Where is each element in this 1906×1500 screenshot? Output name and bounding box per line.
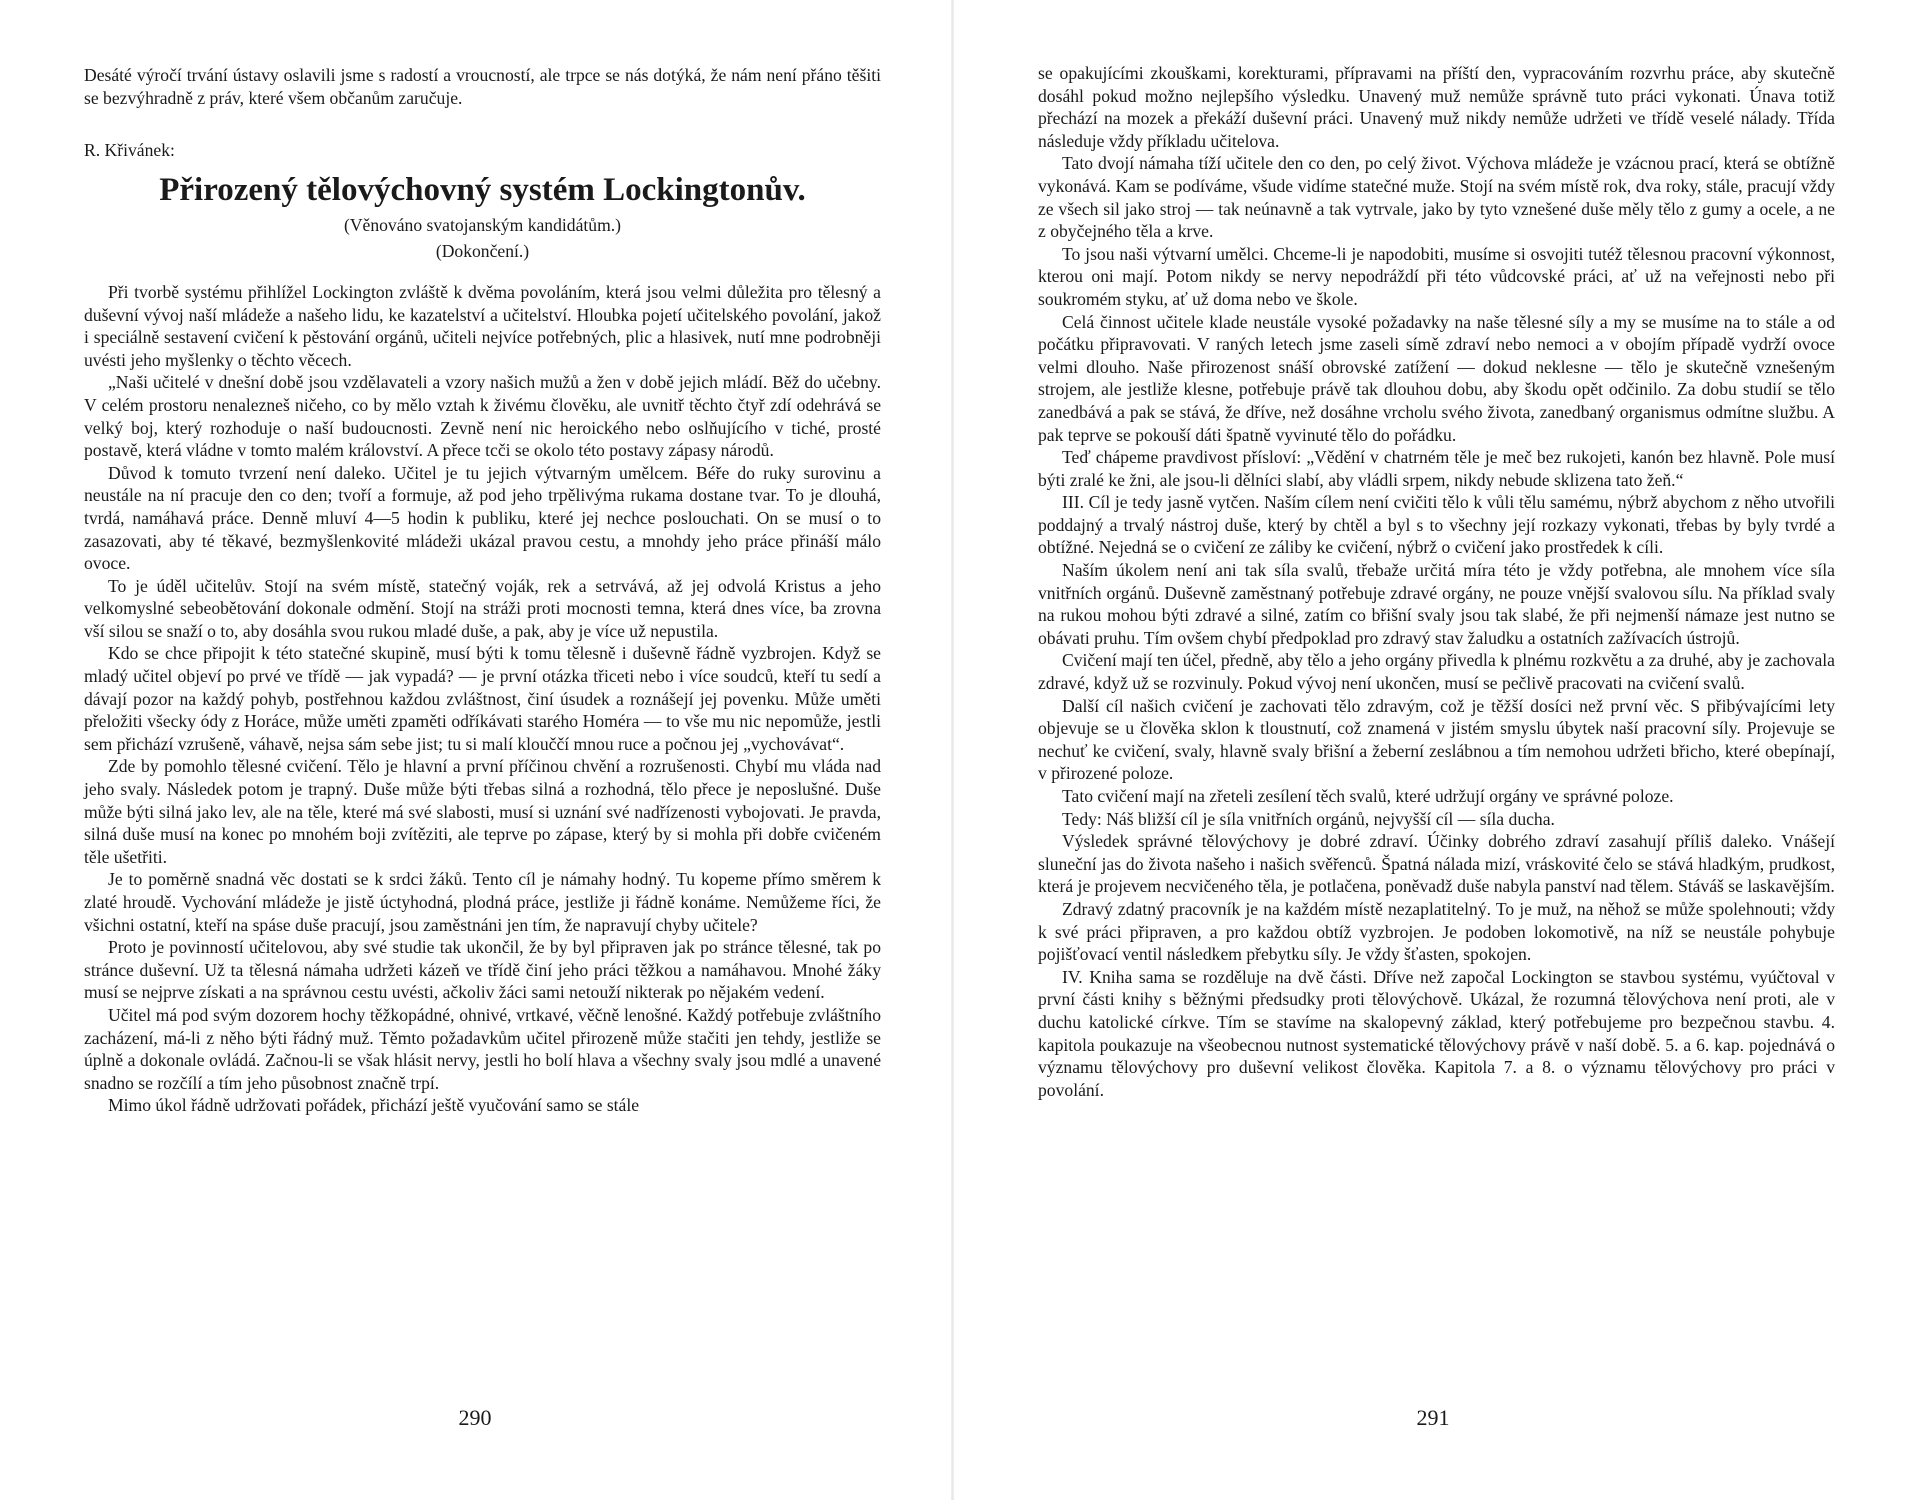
- paragraph: Tato dvojí námaha tíží učitele den co den, po celý život. Výchova mládeže je vzácnou prací, která se obtížně vykonává. Kam se podíváme, všude vidíme statečné muže. Stojí na svém místě rok, dva roky, stále, pracují vždy ze všech sil jako stroj — tak neúnavně a tak vytrvale, jako by tyto vznešené duše měly tělo z gumy a ocele, a ne z obyčejného těla a krve.: [1038, 153, 1835, 242]
- right-column: [1038, 62, 1835, 1101]
- paragraph: Další cíl našich cvičení je zachovati tělo zdravým, což je těžší dosíci než první věc. S přibývajícími lety objevuje se u člověka sklon k tloustnutí, což znamená v jistém smyslu úbytek naší pracovní síly. Projevuje se nechuť ke cvičení, svaly, hlavně svaly břišní a žeberní zeslábnou a tím nemohou udržeti břicho, které obepínají, v přirozené poloze.: [1038, 695, 1835, 784]
- paragraph: IV. Kniha sama se rozděluje na dvě části. Dříve než započal Lockington se stavbou systému, vyúčtoval v první části knihy s běžnými předsudky proti tělovýchově. Ukázal, že rozumná tělovýchova není proti, ale v duchu katolické církve. Tím se stavíme na skalopevný základ, který potřebujeme pro bezpečnou stavbu. 4. kapitola poukazuje na všeobecnou nutnost systematické tělovýchovy právě v naší době. 5. a 6. kap. pojednává o významu tělovýchovy pro duševní velikost člověka. Kapitola 7. a 8. o významu tělovýchovy pro práci v povolání.: [1038, 966, 1835, 1100]
- paragraph: Cvičení mají ten účel, předně, aby tělo a jeho orgány přivedla k plnému rozkvětu a za druhé, aby je zachovala zdravé, když už se rozvinuly. Pokud vývoj není ukončen, musí se pečlivě pracovati na cvičení svalů.: [1038, 650, 1835, 694]
- article-subtitle: (Věnováno svatojanským kandidátům.): [343, 214, 622, 235]
- intro-paragraph: Desáté výročí trvání ústavy oslavili jsme s radostí a vroucností, ale trpce se nás dotýká, že nám není přáno těšiti se bezvýhradně z práv, které všem občanům zaručuje.: [84, 65, 881, 108]
- article-title: Přirozený tělovýchovný systém Lockingtonův.: [159, 171, 806, 208]
- paragraph: Teď chápeme pravdivost přísloví: „Vědění v chatrném těle je meč bez rukojeti, kanón bez hlavně. Pole musí býti zralé ke žni, ale jsou-li dělníci slabí, aby vládli srpem, nikdy nebude sklizena tato žeň.“: [1038, 447, 1835, 490]
- paragraph: Mimo úkol řádně udržovati pořádek, přichází ještě vyučování samo se stále: [108, 1095, 640, 1116]
- paragraph: Tedy: Náš bližší cíl je síla vnitřních orgánů, nejvyšší cíl — síla ducha.: [1062, 808, 1555, 829]
- left-column: [84, 64, 881, 1117]
- paragraph: To je úděl učitelův. Stojí na svém místě, statečný voják, rek a setrvává, až jej odvolá Kristus a jeho velkomyslné sebeobětování dokonale odmění. Stojí na stráži proti mocnosti temna, která dnes více, ba zrovna vší silou se snaží o to, aby dosáhla svou rukou mladé duše, a pak, aby je více už nepustila.: [84, 575, 881, 641]
- continuation-note: (Dokončení.): [435, 241, 530, 262]
- article-author: R. Křivánek:: [84, 140, 175, 161]
- right-page: [953, 0, 1906, 1500]
- paragraph: Výsledek správné tělovýchovy je dobré zdraví. Účinky dobrého zdraví zasahují příliš daleko. Vnášejí sluneční jas do života našeho i našich svěřenců. Špatná nálada mizí, vráskovité čelo se stává hladkým, prudkost, která je projevem necvičeného těla, je potlačena, poněvadž duše nabyla panství nad tělem. Stáváš se laskavějším.: [1038, 831, 1835, 897]
- paragraph: Je to poměrně snadná věc dostati se k srdci žáků. Tento cíl je námahy hodný. Tu kopeme přímo směrem k zlaté hroudě. Vychování mládeže je jistě úctyhodná, plodná práce, jestliže ji řádně konáme. Nemůžeme říci, že všichni ostatní, kteří na spáse duše pracují, jsou zaměstnáni jen tím, že napravují chyby učitele?: [84, 869, 881, 935]
- paragraph: Zdravý zdatný pracovník je na každém místě nezaplatitelný. To je muž, na něhož se může spolehnouti; vždy k své práci připraven, a pro každou obtíž vyzbrojen. Je podoben lokomotivě, na níž se neustále pohybuje pojišťovací ventil následkem přebytku síly. Je vždy šťasten, spokojen.: [1038, 898, 1835, 965]
- paragraph: Učitel má pod svým dozorem hochy těžkopádné, ohnivé, vrtkavé, věčně lenošné. Každý potřebuje zvláštního zacházení, má-li z něho býti řádný muž. Těmto požadavkům učitel přirozeně může stačiti jen tehdy, jestliže se úplně a dokonale ovládá. Začnou-li se však hlásit nervy, jestli ho bolí hlava a všechny svaly jsou mdlé a unavené snadno se rozčílí a tím jeho působnost značně trpí.: [84, 1004, 881, 1093]
- paragraph: Proto je povinností učitelovou, aby své studie tak ukončil, že by byl připraven jak po stránce tělesné, tak po stránce duševní. Už ta tělesná námaha udržeti kázeň ve třídě činí jeho práci těžkou a namáhavou. Mnohé žáky musí se nejprve získati a na správnou cestu uvésti, ačkoliv žáci sami netouží nikterak po nějakém vedení.: [84, 937, 881, 1003]
- paragraph: Naším úkolem není ani tak síla svalů, třebaže určitá míra této je vždy potřebna, ale mnohem více síla vnitřních orgánů. Duševně zaměstnaný potřebuje zdravé orgány, ne pouze vnější svalovou sílu. Na příklad svaly na rukou mohou býti zdravé a silné, zatím co břišní svaly jsou tak slabé, že při nejmenší námaze jest nutno se obávati pruhu. Tím ovšem chybí předpoklad pro zdravý stav žaludku a ostatních zažívacích ústrojů.: [1038, 560, 1835, 648]
- paragraph: Tato cvičení mají na zřeteli zesílení těch svalů, které udržují orgány ve správné poloze.: [1062, 786, 1674, 806]
- page-number-right: 291: [1416, 1405, 1450, 1430]
- paragraph: Celá činnost učitele klade neustále vysoké požadavky na naše tělesné síly a my se musíme na to stále a od počátku připravovati. V raných letech jsme zaseli símě zdraví nebo nemoci a v obojím případě vydrží ovoce velmi dlouho. Naše přirozenost snáší obrovské zatížení — dokud neklesne — tělo je skutečně vznešeným strojem, ale jestliže klesne, potřebuje právě tak dlouhou dobu, aby škodu opět odčinilo. Za dobu studií se tělo zanedbává a pak se stává, že dříve, než dosáhne vrcholu svého života, zanedbaný organismus odmítne službu. A pak teprve se pokouší dáti špatně vyvinuté tělo do pořádku.: [1038, 311, 1835, 445]
- paragraph: To jsou naši výtvarní umělci. Chceme-li je napodobiti, musíme si osvojiti tutéž tělesnou pracovní výkonnost, kterou oni mají. Potom nikdy se nervy nepodráždí při této vůdcovské práci, ať už na veřejnosti nebo při soukromém styku, ať už doma nebo ve škole.: [1038, 243, 1835, 309]
- paragraph: Zde by pomohlo tělesné cvičení. Tělo je hlavní a první příčinou chvění a rozrušenosti. Chybí mu vláda nad jeho svaly. Následek potom je trapný. Duše může býti třebas silná a rozhodná, tělo přece je neposlušné. Duše může býti silná jako lev, ale na těle, které má své slabosti, musí si uznání své nadřízenosti vybojovati. Je pravda, silná duše musí na konec po mnohém boji zvítěziti, ale teprve po zápase, který by si mohla při dobře cvičeném těle ušetřiti.: [84, 756, 881, 867]
- paragraph: III. Cíl je tedy jasně vytčen. Naším cílem není cvičiti tělo k vůli tělu samému, nýbrž abychom z něho utvořili poddajný a trvalý nástroj duše, který by chtěl a byl s to všechny její rozkazy vykonati, třebas by byly tvrdé a obtížné. Nejedná se o cvičení ze záliby ke cvičení, nýbrž o cvičení jako prostředek k cíli.: [1038, 492, 1835, 558]
- paragraph: Kdo se chce připojit k této statečné skupině, musí býti k tomu tělesně i duševně řádně vyzbrojen. Když se mladý učitel objeví po prvé ve třídě — jak vypadá? — je první otázka třiceti nebo i více soudců, kteří tu sedí a dávají pozor na každý pohyb, postřehnou každou zvláštnost, činí úsudek a roznášejí jej povenku. Může uměti přeložiti všecky ódy z Horáce, může uměti zpaměti odříkávati starého Homéra — to vše mu nic nepomůže, jestli sem přichází vzrušeně, váhavě, nejsa sám sebe jist; tu si malí klouččí mnou ruce a počnou jej „vychovávat“.: [84, 643, 881, 754]
- paragraph: se opakujícími zkouškami, korekturami, přípravami na příští den, vypracováním rozvrhu práce, aby skutečně dosáhl pokud možno nejlepšího výsledku. Unavený muž nemůže správně tuto práci vykonati. Únava totiž přechází na mozek a překáží duševní práci. Unavený muž nikdy nemůže udržeti ve třídě veselé nálady. Třída následuje vždy příkladu učitelova.: [1038, 63, 1835, 151]
- paragraph: „Naši učitelé v dnešní době jsou vzdělavateli a vzory našich mužů a žen v době jejich mládí. Běž do učebny. V celém prostoru nenalezneš ničeho, co by mělo vztah k živému člověku, ale uvnitř těchto čtyř zdí odehrává se velký boj, který rozhoduje o naší budoucnosti. Zevně není nic heroického nebo oslňujícího v tiché, prosté postavě, která vládne v tomto malém království. A přece tcči se okolo této postavy zápasy národů.: [84, 372, 881, 461]
- page-number-left: 290: [458, 1405, 492, 1430]
- paragraph: Při tvorbě systému přihlížel Lockington zvláště k dvěma povoláním, která jsou velmi důležita pro tělesný a duševní vývoj naší mládeže a našeho lidu, ke kazatelství a učitelství. Hloubka pojetí učitelského povolání, jakož i speciálně sestavení cvičení k pěstování orgánů, učiteli nejvíce potřebných, plic a hlasivek, nutí mne podrobněji uvésti jeho myšlenky o těchto věcech.: [84, 281, 881, 370]
- paragraph: Důvod k tomuto tvrzení není daleko. Učitel je tu jejich výtvarným umělcem. Béře do ruky surovinu a neustále na ní pracuje den co den; tvoří a formuje, až pod jeho trpělivýma rukama dostane tvar. To je dlouhá, tvrdá, namáhavá práce. Denně mluví 4—5 hodin k publiku, které jej nechce poslouchati. On se musí o to zasazovati, aby té těkavé, bezmyšlenkovité mládeži ukázal pravou cestu, a mnohdy jeho práce přináší málo ovoce.: [84, 462, 881, 574]
